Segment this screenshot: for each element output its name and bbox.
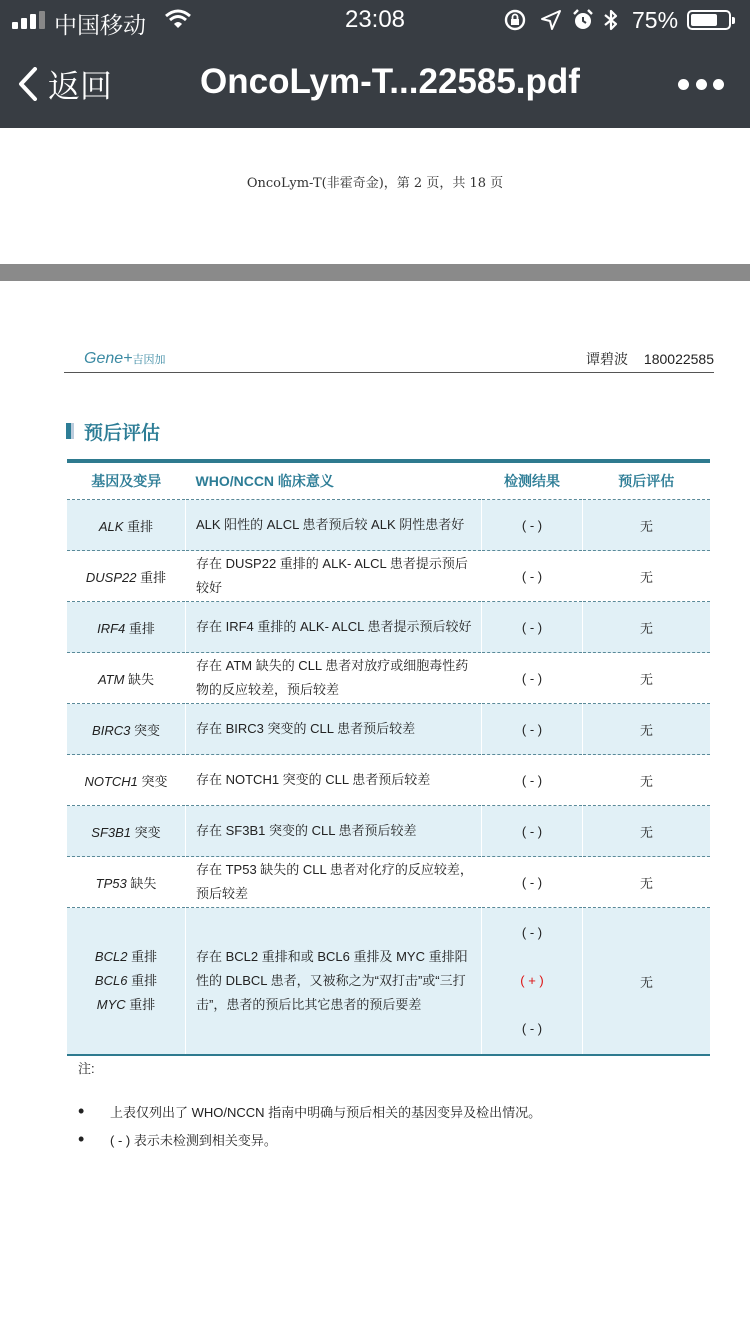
gene-cell: DUSP22 重排 [67,551,186,602]
patient-name: 谭碧波 [586,351,629,367]
table-row [67,551,710,602]
note-item: • ( - ) 表示未检测到相关变异。 [78,1131,541,1159]
result-cell: ( - ) [482,551,583,602]
column-header: 预后评估 [583,461,711,500]
table-row [67,755,710,806]
patient-info [574,349,714,369]
column-header: WHO/NCCN 临床意义 [186,461,482,500]
pdf-page-header [0,128,750,264]
pdf-page-label: OncoLym-T(非霍奇金)，第 2 页，共 18 页 [246,176,504,191]
chevron-left-icon [18,67,38,101]
meaning-cell: ALK 阳性的 ALCL 患者预后较 ALK 阴性患者好 [186,500,482,551]
result-cell: ( - ) ( + ) ( - ) [482,908,583,1056]
section-marker-icon [66,423,74,439]
meaning-cell: 存在 BIRC3 突变的 CLL 患者预后较差 [186,704,482,755]
meaning-cell: 存在 DUSP22 重排的 ALK- ALCL 患者提示预后较好 [186,551,482,602]
result-cell: ( - ) [482,653,583,704]
note-item: • 上表仅列出了 WHO/NCCN 指南中明确与预后相关的基因变异及检出情况。 [78,1103,541,1131]
table-row [67,602,710,653]
gene-cell: IRF4 重排 [67,602,186,653]
location-icon [539,8,563,32]
result-cell: ( - ) [482,602,583,653]
result-cell: ( - ) [482,704,583,755]
notes [78,1058,541,1159]
notes-heading: 注: [78,1061,95,1076]
column-header: 基因及变异 [67,461,186,500]
result-cell: ( - ) [482,806,583,857]
header-divider [64,372,714,373]
table-header-row [67,461,710,500]
gene-cell: BIRC3 突变 [67,704,186,755]
prognosis-cell: 无 [583,551,711,602]
page-title: OncoLym-T...22585.pdf [200,62,580,101]
gene-cell: SF3B1 突变 [67,806,186,857]
result-cell: ( - ) [482,500,583,551]
alarm-icon [571,8,595,32]
prognosis-table [67,459,710,1056]
status-bar [0,0,750,40]
prognosis-cell: 无 [583,806,711,857]
result-cell: ( - ) [482,857,583,908]
battery-icon [687,10,731,30]
meaning-cell: 存在 NOTCH1 突变的 CLL 患者预后较差 [186,755,482,806]
patient-id: 180022585 [643,351,714,367]
table-row [67,908,710,1056]
table-row [67,653,710,704]
prognosis-cell: 无 [583,500,711,551]
top-bar [0,0,750,128]
battery-percent: 75% [632,7,679,33]
prognosis-cell: 无 [583,704,711,755]
company-logo: Gene+吉因加 [84,350,166,367]
back-label: 返回 [48,68,113,104]
more-options-button[interactable] [678,70,724,98]
orientation-lock-icon [503,8,527,32]
nav-bar [0,40,750,128]
pdf-page[interactable] [0,281,750,1334]
gene-cell: BCL2 重排 BCL6 重排 MYC 重排 [67,908,186,1056]
meaning-cell: 存在 TP53 缺失的 CLL 患者对化疗的反应较差，预后较差 [186,857,482,908]
prognosis-cell: 无 [583,755,711,806]
meaning-cell: 存在 BCL2 重排和或 BCL6 重排及 MYC 重排阳性的 DLBCL 患者，又被称之为“双打击”或“三打击”，患者的预后比其它患者的预后要差 [186,908,482,1056]
page-separator [0,264,750,281]
meaning-cell: 存在 SF3B1 突变的 CLL 患者预后较差 [186,806,482,857]
section-title: 预后评估 [66,419,160,443]
gene-cell: NOTCH1 突变 [67,755,186,806]
table-row [67,500,710,551]
more-dot-icon [696,79,707,90]
prognosis-cell: 无 [583,857,711,908]
back-button[interactable] [18,62,112,106]
clock: 23:08 [344,6,406,33]
gene-cell: TP53 缺失 [67,857,186,908]
more-dot-icon [678,79,689,90]
gene-cell: ATM 缺失 [67,653,186,704]
result-cell: ( - ) [482,755,583,806]
column-header: 检测结果 [482,461,583,500]
bluetooth-icon [599,8,623,32]
prognosis-cell: 无 [583,908,711,1056]
table-row [67,704,710,755]
meaning-cell: 存在 ATM 缺失的 CLL 患者对放疗或细胞毒性药物的反应较差，预后较差 [186,653,482,704]
more-dot-icon [713,79,724,90]
meaning-cell: 存在 IRF4 重排的 ALK- ALCL 患者提示预后较好 [186,602,482,653]
carrier-name: 中国移动 [54,12,146,38]
prognosis-cell: 无 [583,602,711,653]
table-row [67,857,710,908]
gene-cell: ALK 重排 [67,500,186,551]
table-row [67,806,710,857]
prognosis-cell: 无 [583,653,711,704]
